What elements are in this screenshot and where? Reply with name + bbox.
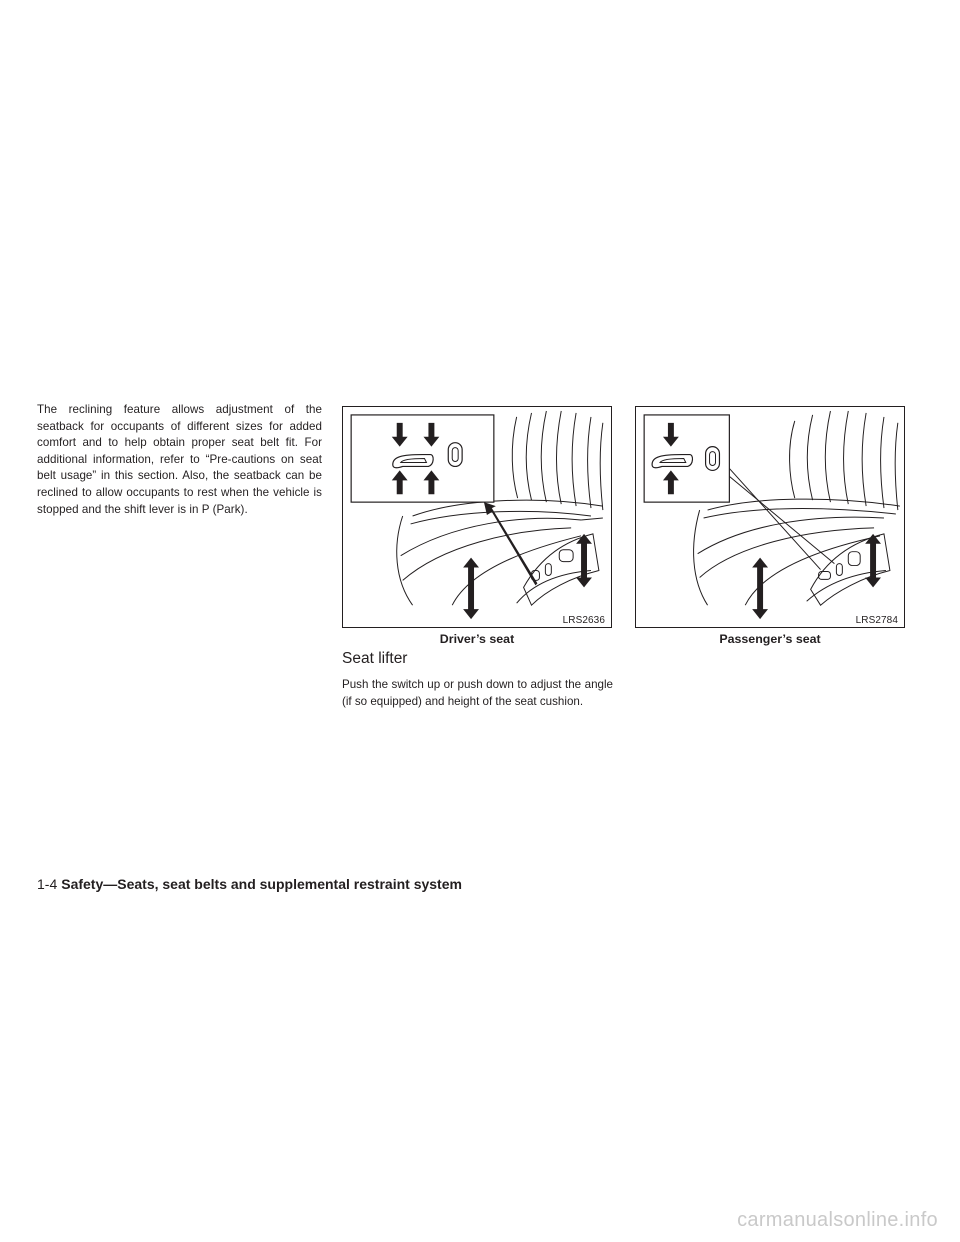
- figure-caption: Passenger’s seat: [719, 632, 821, 646]
- passengers-seat-illustration: [635, 406, 905, 628]
- drivers-seat-illustration: [342, 406, 612, 628]
- chapter-title: Safety—Seats, seat belts and supplemental restraint system: [61, 876, 462, 892]
- figure-caption: Driver’s seat: [439, 632, 515, 646]
- page-footer: [37, 876, 462, 892]
- figure-code: LRS2784: [855, 615, 898, 626]
- figure-code: LRS2636: [562, 615, 605, 626]
- section-heading: Seat lifter: [342, 650, 408, 667]
- watermark: carmanualsonline.info: [737, 1209, 938, 1231]
- page-number: 1-4: [37, 876, 58, 892]
- intro-paragraph: The reclining feature allows adjustment of the seatback for occupants of different sizes for added comfort and to help obtain proper seat belt fit. For additional information, refer to “Pre-cautions on seat belt usage” in this section. Also, the seatback can be reclined to allow occupants to rest when the vehicle is stopped and the shift lever is in P (Park).: [37, 403, 322, 516]
- section-body: Push the switch up or push down to adjust the angle (if so equipped) and height of the seat cushion.: [342, 678, 613, 708]
